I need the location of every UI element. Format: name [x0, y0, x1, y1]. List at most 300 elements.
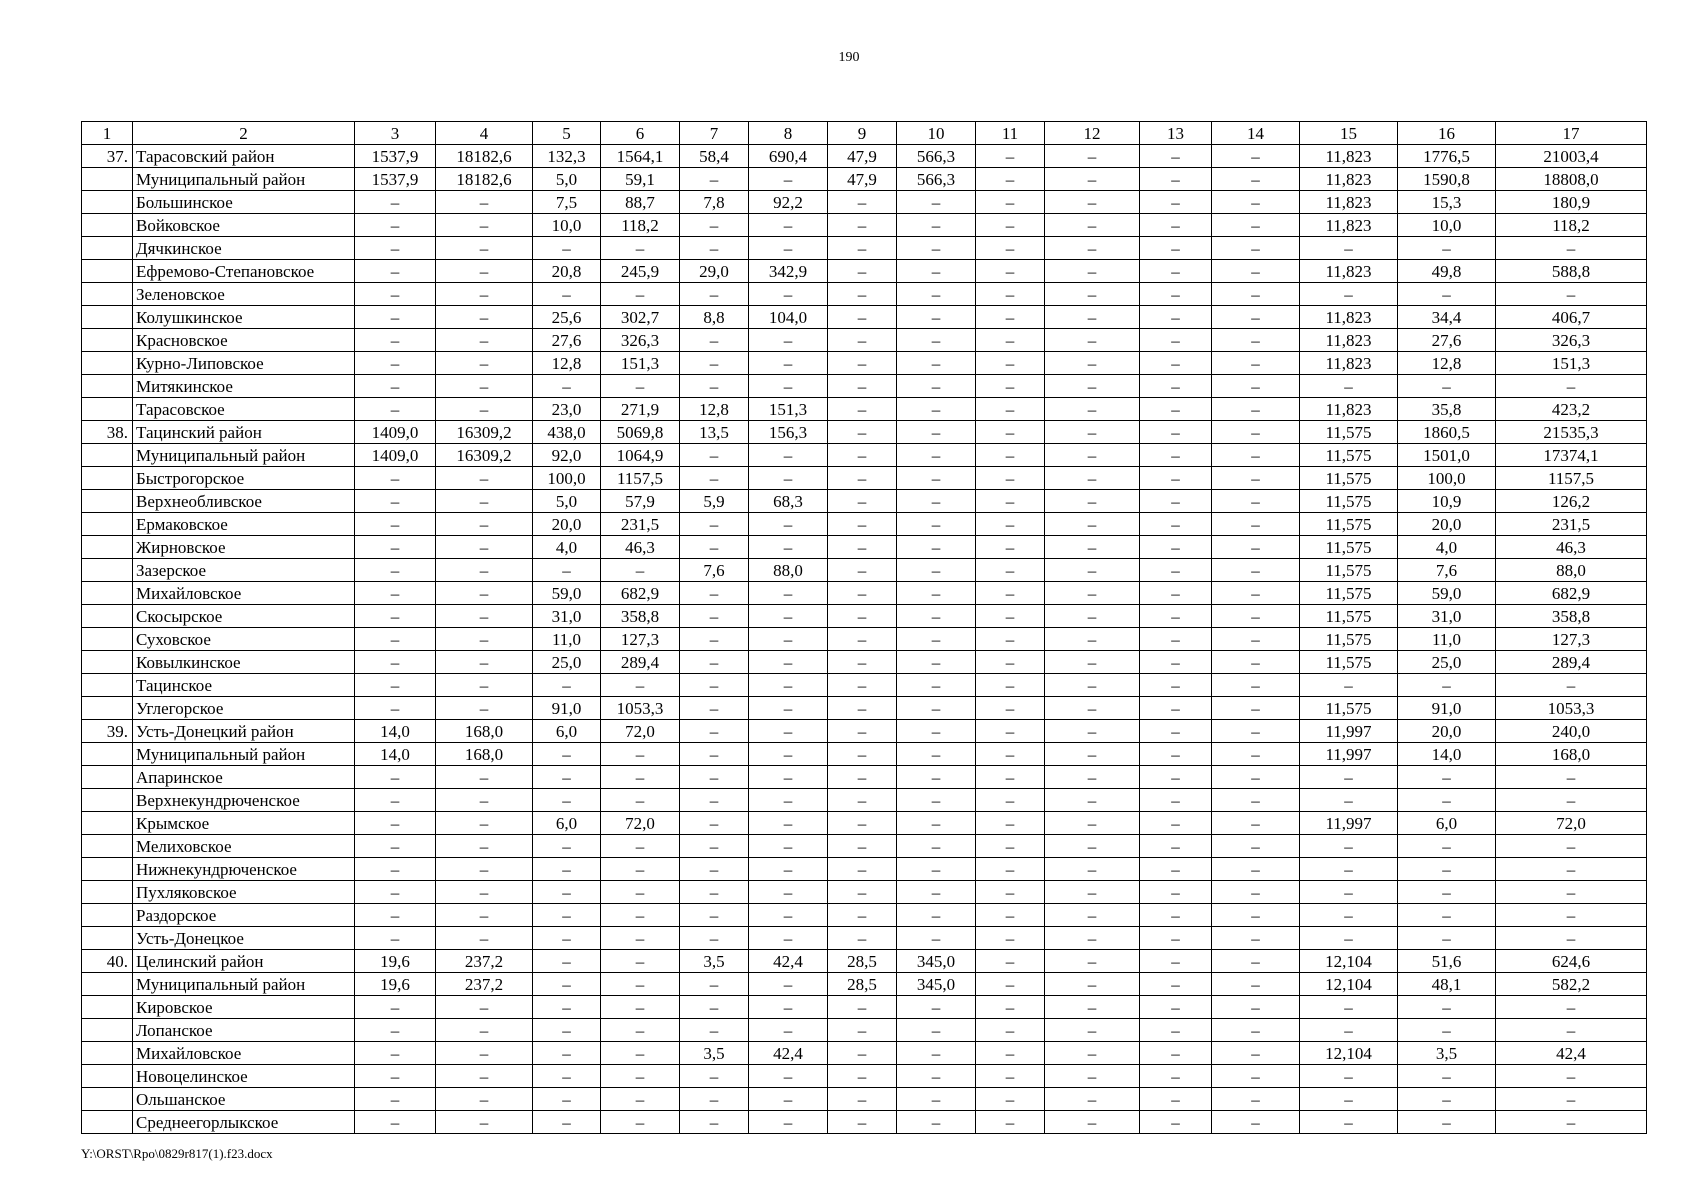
value-cell: – [1045, 605, 1140, 628]
table-row [82, 674, 1647, 697]
value-cell: – [355, 191, 436, 214]
value-cell: – [1212, 168, 1300, 191]
value-cell: – [749, 628, 828, 651]
value-cell: – [436, 904, 533, 927]
table-row [82, 306, 1647, 329]
table-row [82, 743, 1647, 766]
table-row [82, 145, 1647, 168]
value-cell: – [1140, 881, 1212, 904]
value-cell: 1564,1 [601, 145, 680, 168]
table-row [82, 214, 1647, 237]
value-cell: – [897, 444, 976, 467]
territory-name-cell: Зазерское [133, 559, 355, 582]
value-cell: 132,3 [533, 145, 601, 168]
value-cell: – [749, 605, 828, 628]
value-cell: – [749, 467, 828, 490]
value-cell: 49,8 [1398, 260, 1496, 283]
territory-name-cell: Скосырское [133, 605, 355, 628]
value-cell: 127,3 [601, 628, 680, 651]
territory-name-cell: Дячкинское [133, 237, 355, 260]
value-cell: – [976, 490, 1045, 513]
table-header-row [82, 122, 1647, 145]
value-cell: – [1140, 168, 1212, 191]
table-row [82, 1088, 1647, 1111]
column-header: 13 [1140, 122, 1212, 145]
value-cell: – [749, 1065, 828, 1088]
value-cell: 58,4 [680, 145, 749, 168]
value-cell: 11,0 [533, 628, 601, 651]
table-row [82, 237, 1647, 260]
value-cell: – [749, 674, 828, 697]
territory-name-cell: Муниципальный район [133, 168, 355, 191]
column-header: 16 [1398, 122, 1496, 145]
value-cell: – [355, 605, 436, 628]
value-cell: – [436, 536, 533, 559]
value-cell: 10,9 [1398, 490, 1496, 513]
value-cell: 11,575 [1300, 628, 1398, 651]
value-cell: 682,9 [1496, 582, 1647, 605]
value-cell: 168,0 [1496, 743, 1647, 766]
value-cell: 20,8 [533, 260, 601, 283]
value-cell: – [749, 1088, 828, 1111]
territory-name-cell: Кировское [133, 996, 355, 1019]
value-cell: – [976, 651, 1045, 674]
value-cell: – [1496, 858, 1647, 881]
value-cell: – [680, 904, 749, 927]
value-cell: 59,1 [601, 168, 680, 191]
value-cell: – [1496, 1019, 1647, 1042]
value-cell: 20,0 [533, 513, 601, 536]
value-cell: – [436, 352, 533, 375]
value-cell: – [976, 1042, 1045, 1065]
value-cell: – [1212, 605, 1300, 628]
value-cell: 1157,5 [601, 467, 680, 490]
value-cell: 345,0 [897, 950, 976, 973]
value-cell: – [976, 283, 1045, 306]
value-cell: – [897, 835, 976, 858]
value-cell: – [680, 1019, 749, 1042]
value-cell: – [897, 237, 976, 260]
value-cell: 14,0 [355, 720, 436, 743]
value-cell: – [749, 513, 828, 536]
row-number-cell [82, 1111, 133, 1134]
value-cell: 21535,3 [1496, 421, 1647, 444]
value-cell: – [533, 283, 601, 306]
value-cell: – [680, 766, 749, 789]
territory-name-cell: Михайловское [133, 582, 355, 605]
value-cell: – [976, 398, 1045, 421]
value-cell: – [355, 1111, 436, 1134]
value-cell: – [1496, 789, 1647, 812]
row-number-cell [82, 582, 133, 605]
value-cell: – [1496, 283, 1647, 306]
value-cell: 12,8 [533, 352, 601, 375]
value-cell: – [680, 605, 749, 628]
value-cell: – [897, 927, 976, 950]
value-cell: – [897, 628, 976, 651]
value-cell: – [533, 1065, 601, 1088]
value-cell: – [976, 513, 1045, 536]
value-cell: – [897, 996, 976, 1019]
value-cell: 1860,5 [1398, 421, 1496, 444]
value-cell: – [1045, 513, 1140, 536]
value-cell: – [601, 835, 680, 858]
column-header: 10 [897, 122, 976, 145]
value-cell: – [976, 697, 1045, 720]
value-cell: 11,823 [1300, 352, 1398, 375]
value-cell: – [1140, 651, 1212, 674]
value-cell: – [749, 881, 828, 904]
value-cell: – [897, 766, 976, 789]
value-cell: 11,823 [1300, 214, 1398, 237]
value-cell: – [1045, 444, 1140, 467]
value-cell: – [1140, 720, 1212, 743]
value-cell: – [436, 398, 533, 421]
value-cell: – [680, 835, 749, 858]
value-cell: – [976, 996, 1045, 1019]
value-cell: – [976, 559, 1045, 582]
table-row [82, 605, 1647, 628]
table-row [82, 973, 1647, 996]
value-cell: – [1140, 582, 1212, 605]
value-cell: – [1496, 881, 1647, 904]
value-cell: – [436, 1088, 533, 1111]
value-cell: – [1140, 812, 1212, 835]
value-cell: 168,0 [436, 720, 533, 743]
value-cell: 1409,0 [355, 421, 436, 444]
value-cell: – [1140, 352, 1212, 375]
value-cell: 18808,0 [1496, 168, 1647, 191]
value-cell: – [828, 467, 897, 490]
value-cell: – [1398, 858, 1496, 881]
row-number-cell [82, 490, 133, 513]
value-cell: – [1300, 904, 1398, 927]
value-cell: 168,0 [436, 743, 533, 766]
value-cell: – [601, 1111, 680, 1134]
row-number-cell [82, 352, 133, 375]
value-cell: – [1045, 950, 1140, 973]
value-cell: – [533, 559, 601, 582]
value-cell: – [355, 559, 436, 582]
value-cell: – [355, 1042, 436, 1065]
value-cell: – [749, 927, 828, 950]
territory-name-cell: Михайловское [133, 1042, 355, 1065]
value-cell: 406,7 [1496, 306, 1647, 329]
column-header: 15 [1300, 122, 1398, 145]
value-cell: – [749, 536, 828, 559]
value-cell: – [749, 329, 828, 352]
value-cell: 326,3 [1496, 329, 1647, 352]
value-cell: 11,575 [1300, 536, 1398, 559]
value-cell: – [1140, 1019, 1212, 1042]
row-number-cell [82, 766, 133, 789]
value-cell: – [355, 1019, 436, 1042]
value-cell: – [436, 812, 533, 835]
value-cell: – [533, 674, 601, 697]
value-cell: 100,0 [1398, 467, 1496, 490]
value-cell: – [1045, 352, 1140, 375]
value-cell: – [1398, 904, 1496, 927]
value-cell: 20,0 [1398, 513, 1496, 536]
value-cell: – [1045, 1019, 1140, 1042]
value-cell: – [533, 973, 601, 996]
value-cell: – [1045, 812, 1140, 835]
value-cell: – [436, 674, 533, 697]
row-number-cell [82, 168, 133, 191]
value-cell: 15,3 [1398, 191, 1496, 214]
table-row [82, 835, 1647, 858]
territory-name-cell: Ермаковское [133, 513, 355, 536]
column-header: 12 [1045, 122, 1140, 145]
value-cell: – [1045, 881, 1140, 904]
value-cell: – [749, 1019, 828, 1042]
value-cell: – [355, 375, 436, 398]
value-cell: – [897, 605, 976, 628]
value-cell: – [601, 858, 680, 881]
value-cell: 47,9 [828, 145, 897, 168]
value-cell: – [828, 421, 897, 444]
value-cell: – [680, 743, 749, 766]
value-cell: – [1140, 467, 1212, 490]
column-header: 5 [533, 122, 601, 145]
column-header: 1 [82, 122, 133, 145]
value-cell: – [601, 1042, 680, 1065]
value-cell: – [680, 582, 749, 605]
value-cell: – [1212, 1042, 1300, 1065]
value-cell: 88,0 [749, 559, 828, 582]
value-cell: – [897, 1065, 976, 1088]
value-cell: – [680, 720, 749, 743]
value-cell: – [897, 674, 976, 697]
value-cell: – [828, 674, 897, 697]
value-cell: – [897, 536, 976, 559]
value-cell: – [1212, 628, 1300, 651]
value-cell: 11,823 [1300, 145, 1398, 168]
territory-name-cell: Углегорское [133, 697, 355, 720]
table-row [82, 996, 1647, 1019]
column-header: 2 [133, 122, 355, 145]
value-cell: 6,0 [533, 812, 601, 835]
territory-name-cell: Усть-Донецкое [133, 927, 355, 950]
value-cell: 12,8 [1398, 352, 1496, 375]
value-cell: – [533, 237, 601, 260]
row-number-cell [82, 375, 133, 398]
value-cell: 19,6 [355, 973, 436, 996]
value-cell: – [1212, 904, 1300, 927]
value-cell: – [1140, 398, 1212, 421]
value-cell: – [1300, 927, 1398, 950]
value-cell: – [1045, 697, 1140, 720]
value-cell: – [601, 1065, 680, 1088]
value-cell: – [749, 375, 828, 398]
value-cell: – [1045, 283, 1140, 306]
value-cell: 11,575 [1300, 605, 1398, 628]
table-row [82, 628, 1647, 651]
value-cell: 1537,9 [355, 168, 436, 191]
value-cell: – [1212, 145, 1300, 168]
row-number-cell [82, 1088, 133, 1111]
value-cell: 588,8 [1496, 260, 1647, 283]
value-cell: 11,823 [1300, 168, 1398, 191]
value-cell: – [1212, 674, 1300, 697]
value-cell: – [680, 444, 749, 467]
value-cell: – [1140, 628, 1212, 651]
value-cell: – [828, 237, 897, 260]
value-cell: 28,5 [828, 950, 897, 973]
value-cell: 423,2 [1496, 398, 1647, 421]
value-cell: – [976, 927, 1045, 950]
value-cell: – [436, 490, 533, 513]
value-cell: 3,5 [680, 1042, 749, 1065]
value-cell: – [601, 674, 680, 697]
row-number-cell [82, 306, 133, 329]
territory-name-cell: Среднеегорлыкское [133, 1111, 355, 1134]
value-cell: – [1140, 260, 1212, 283]
value-cell: – [1212, 1111, 1300, 1134]
value-cell: – [436, 996, 533, 1019]
value-cell: 11,575 [1300, 559, 1398, 582]
value-cell: – [828, 766, 897, 789]
value-cell: – [355, 766, 436, 789]
table-body [82, 122, 1647, 1134]
value-cell: – [828, 651, 897, 674]
table-row [82, 444, 1647, 467]
row-number-cell [82, 513, 133, 536]
value-cell: – [828, 927, 897, 950]
value-cell: – [1140, 513, 1212, 536]
value-cell: – [1212, 950, 1300, 973]
territory-name-cell: Митякинское [133, 375, 355, 398]
value-cell: – [355, 582, 436, 605]
value-cell: – [976, 237, 1045, 260]
value-cell: – [601, 559, 680, 582]
row-number-cell [82, 628, 133, 651]
value-cell: – [749, 651, 828, 674]
table-row [82, 467, 1647, 490]
value-cell: – [976, 628, 1045, 651]
value-cell: – [1140, 697, 1212, 720]
value-cell: 11,823 [1300, 306, 1398, 329]
table-row [82, 1065, 1647, 1088]
value-cell: – [1140, 605, 1212, 628]
value-cell: – [1212, 881, 1300, 904]
value-cell: – [601, 881, 680, 904]
value-cell: – [1045, 375, 1140, 398]
value-cell: – [355, 628, 436, 651]
value-cell: – [976, 605, 1045, 628]
value-cell: 11,823 [1300, 398, 1398, 421]
table-row [82, 375, 1647, 398]
value-cell: – [749, 766, 828, 789]
value-cell: 240,0 [1496, 720, 1647, 743]
value-cell: – [355, 697, 436, 720]
value-cell: – [828, 260, 897, 283]
value-cell: – [897, 306, 976, 329]
value-cell: – [680, 628, 749, 651]
table-row [82, 881, 1647, 904]
value-cell: – [355, 513, 436, 536]
value-cell: – [1045, 191, 1140, 214]
value-cell: 156,3 [749, 421, 828, 444]
value-cell: – [1140, 283, 1212, 306]
value-cell: – [1212, 191, 1300, 214]
value-cell: – [355, 1065, 436, 1088]
value-cell: – [355, 283, 436, 306]
value-cell: 7,6 [1398, 559, 1496, 582]
value-cell: – [1140, 835, 1212, 858]
value-cell: – [1212, 444, 1300, 467]
column-header: 4 [436, 122, 533, 145]
value-cell: – [976, 145, 1045, 168]
value-cell: 180,9 [1496, 191, 1647, 214]
table-row [82, 421, 1647, 444]
value-cell: – [601, 904, 680, 927]
table-row [82, 536, 1647, 559]
value-cell: – [897, 490, 976, 513]
territory-name-cell: Лопанское [133, 1019, 355, 1042]
value-cell: – [1212, 651, 1300, 674]
value-cell: 302,7 [601, 306, 680, 329]
value-cell: – [1140, 904, 1212, 927]
value-cell: – [1140, 145, 1212, 168]
value-cell: – [355, 812, 436, 835]
row-number-cell: 40. [82, 950, 133, 973]
value-cell: – [436, 191, 533, 214]
value-cell: – [976, 329, 1045, 352]
value-cell: – [897, 283, 976, 306]
value-cell: – [897, 260, 976, 283]
value-cell: – [1140, 927, 1212, 950]
row-number-cell [82, 651, 133, 674]
value-cell: – [1212, 375, 1300, 398]
value-cell: – [355, 904, 436, 927]
value-cell: 17374,1 [1496, 444, 1647, 467]
value-cell: – [1496, 766, 1647, 789]
value-cell: 7,8 [680, 191, 749, 214]
value-cell: – [897, 1019, 976, 1042]
value-cell: – [828, 1065, 897, 1088]
value-cell: – [976, 835, 1045, 858]
value-cell: – [601, 996, 680, 1019]
value-cell: – [1212, 766, 1300, 789]
value-cell: – [1045, 260, 1140, 283]
territory-name-cell: Курно-Липовское [133, 352, 355, 375]
value-cell: – [897, 398, 976, 421]
value-cell: – [897, 1042, 976, 1065]
value-cell: – [1045, 1111, 1140, 1134]
value-cell: 25,6 [533, 306, 601, 329]
table-row [82, 766, 1647, 789]
value-cell: – [1140, 191, 1212, 214]
value-cell: 25,0 [1398, 651, 1496, 674]
value-cell: 11,823 [1300, 329, 1398, 352]
row-number-cell [82, 835, 133, 858]
value-cell: 42,4 [749, 1042, 828, 1065]
value-cell: – [355, 789, 436, 812]
value-cell: – [1398, 1111, 1496, 1134]
value-cell: 91,0 [1398, 697, 1496, 720]
value-cell: – [1140, 375, 1212, 398]
value-cell: 48,1 [1398, 973, 1496, 996]
value-cell: – [1045, 214, 1140, 237]
value-cell: 19,6 [355, 950, 436, 973]
value-cell: 3,5 [1398, 1042, 1496, 1065]
value-cell: – [1045, 168, 1140, 191]
value-cell: – [828, 789, 897, 812]
table-row [82, 191, 1647, 214]
value-cell: – [976, 1088, 1045, 1111]
value-cell: – [1496, 375, 1647, 398]
